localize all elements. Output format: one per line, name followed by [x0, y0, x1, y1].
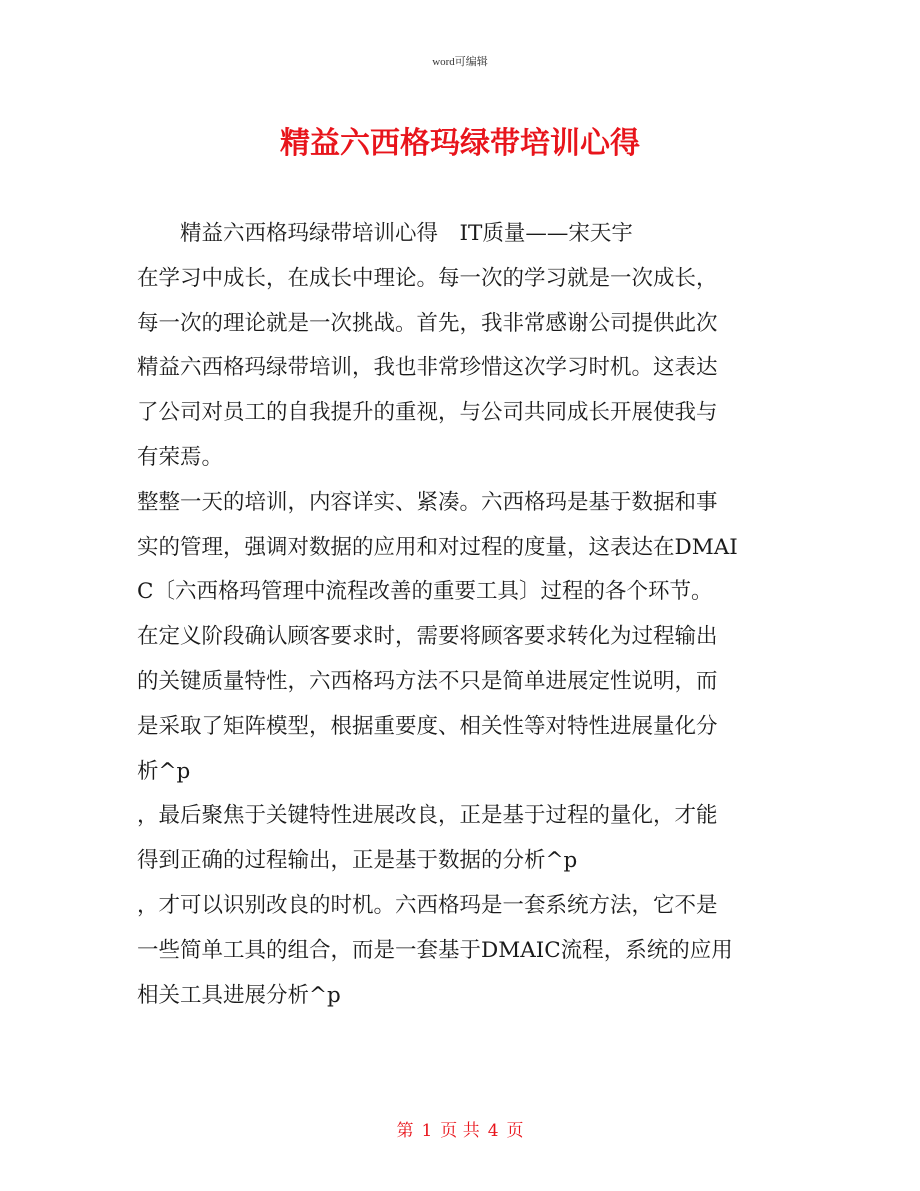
body-line: C〔六西格玛管理中流程改善的重要工具〕过程的各个环节。 — [137, 579, 713, 605]
body-line: 实的管理，强调对数据的应用和对过程的度量，这表达在DMAI — [137, 534, 738, 560]
footer-suffix: 页 — [506, 1121, 524, 1141]
body-line: 的关键质量特性，六西格玛方法不只是简单进展定性说明，而 — [137, 668, 718, 694]
page-footer — [0, 1116, 920, 1141]
body-line: 有荣焉。 — [137, 444, 224, 470]
footer-prefix: 第 — [396, 1121, 414, 1141]
body-line: 一些简单工具的组合，而是一套基于DMAIC流程，系统的应用 — [137, 937, 733, 963]
body-line: 得到正确的过程输出，正是基于数据的分析^p — [137, 848, 578, 874]
footer-mid: 页 共 — [440, 1121, 480, 1141]
body-line: 整整一天的培训，内容详实、紧凑。六西格玛是基于数据和事 — [137, 489, 718, 515]
body-line: 精益六西格玛绿带培训，我也非常珍惜这次学习时机。这表达 — [137, 355, 718, 381]
document-body — [137, 212, 787, 1018]
body-line: 每一次的理论就是一次挑战。首先，我非常感谢公司提供此次 — [137, 310, 718, 336]
body-line: 了公司对员工的自我提升的重视，与公司共同成长开展使我与 — [137, 400, 718, 426]
document-title: 精益六西格玛绿带培训心得 — [280, 126, 640, 161]
body-line: 在定义阶段确认顾客要求时，需要将顾客要求转化为过程输出 — [137, 624, 718, 650]
page-header: word可编辑 — [432, 56, 488, 68]
body-line: 精益六西格玛绿带培训心得 IT质量——宋天宇 — [180, 221, 633, 246]
body-line: ，最后聚焦于关键特性进展改良，正是基于过程的量化，才能 — [137, 803, 718, 829]
footer-page-number: 1 — [421, 1121, 433, 1141]
body-line: ，才可以识别改良的时机。六西格玛是一套系统方法，它不是 — [137, 892, 718, 918]
body-line: 是采取了矩阵模型，根据重要度、相关性等对特性进展量化分 — [137, 713, 718, 739]
body-line: 析^p — [137, 758, 191, 784]
body-line: 相关工具进展分析^p — [137, 982, 341, 1008]
footer-total-pages: 4 — [487, 1121, 499, 1141]
body-line: 在学习中成长，在成长中理论。每一次的学习就是一次成长， — [137, 265, 718, 291]
